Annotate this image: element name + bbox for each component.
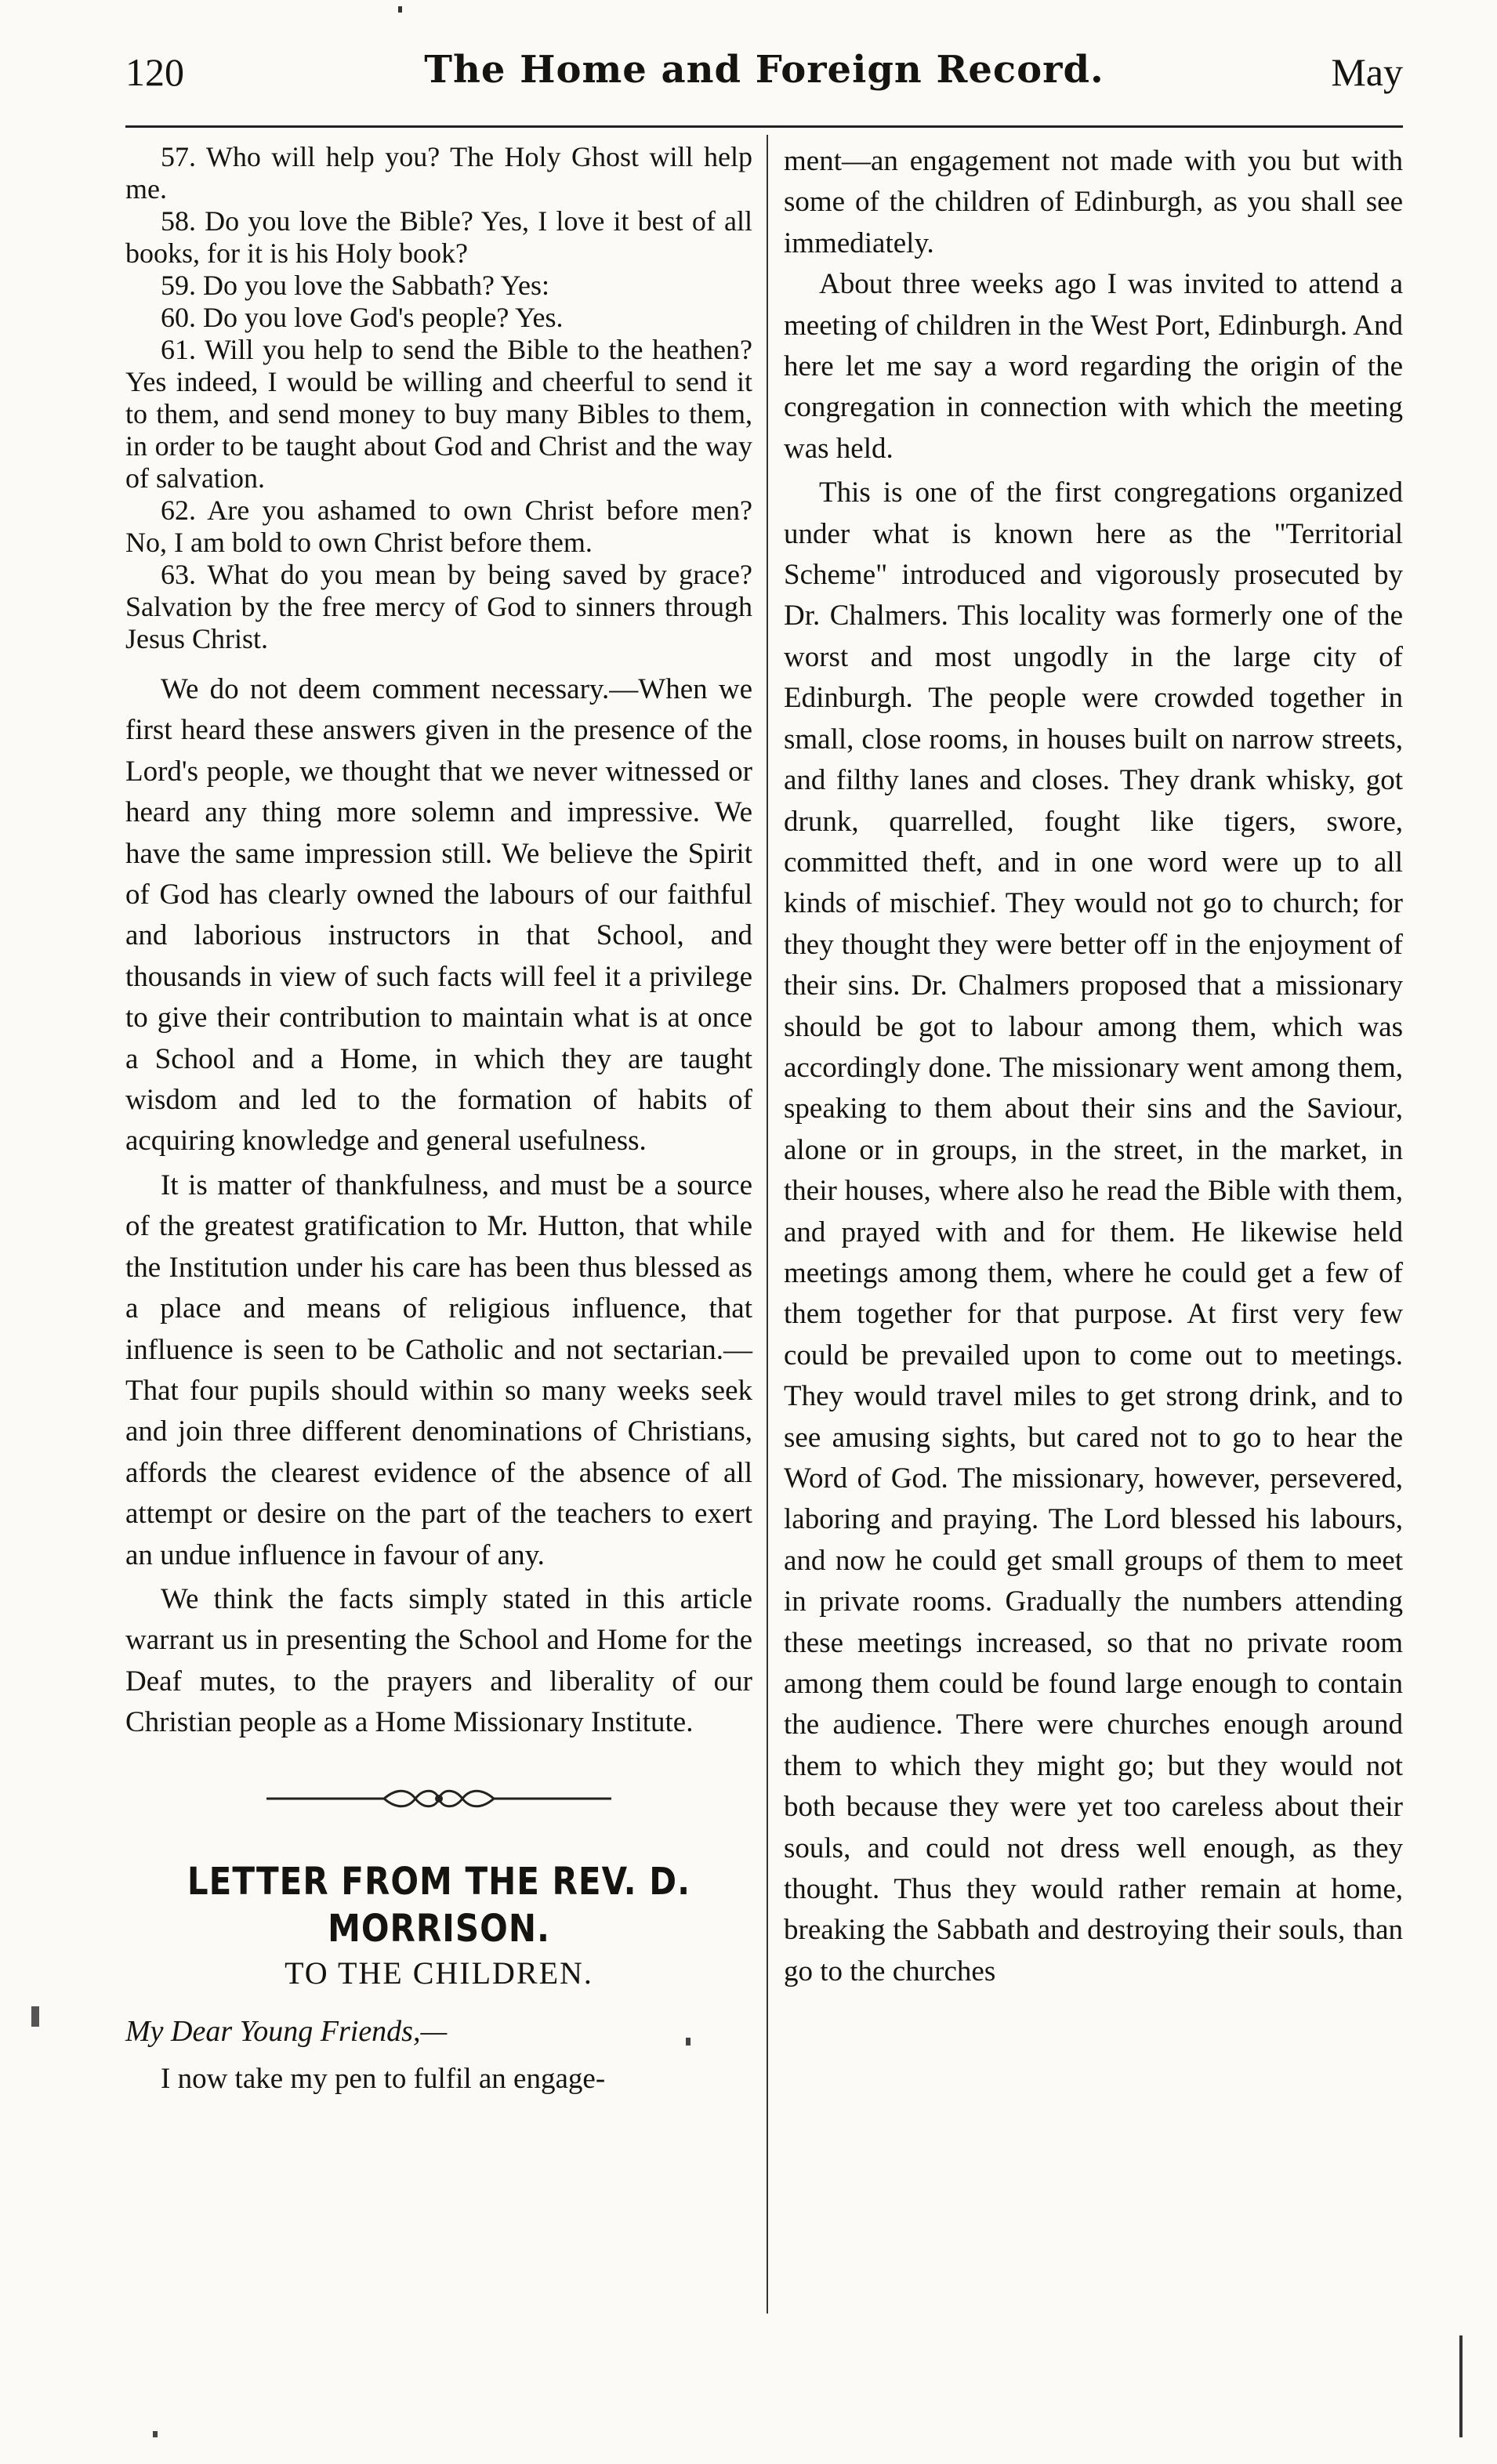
catechism-item: 57. Who will help you? The Holy Ghost will help me.: [125, 141, 752, 205]
ornamental-divider: [125, 1781, 752, 1822]
catechism-item: 59. Do you love the Sabbath? Yes:: [161, 270, 549, 301]
right-column: [784, 141, 1403, 1992]
header-rule: [125, 125, 1403, 128]
catechism-item: 63. What do you mean by being saved by grace? Salvation by the free mercy of God to sinners through Jesus Christ.: [125, 559, 752, 654]
scan-speck: [31, 2006, 39, 2027]
body-paragraph: We do not deem comment necessary.—When we first heard these answers given in the presence of the Lord's people, we thought that we never witnessed or heard any thing more solemn and impressive. We have the same impression still. We believe the Spirit of God has clearly owned the labours of our faithful and laborious instructors in that School, and thousands in view of such facts will feel it a privilege to give their contribution to maintain what is at once a School and a Home, in which they are taught wisdom and led to the formation of habits of acquiring knowledge and general usefulness.: [125, 673, 752, 1158]
scan-speck: [153, 2431, 158, 2437]
body-paragraph: It is matter of thankfulness, and must be a source of the greatest gratification to Mr. Hutton, that while the Institution under his care has been thus blessed as a place and means of religious influence, that influence is seen to be Catholic and not sectarian.—That four pupils should within so many weeks seek and join three different denominations of Christians, affords the clearest evidence of the absence of all attempt or desire on the part of the teachers to exert an undue influence in favour of any.: [125, 1169, 752, 1571]
letter-salutation: My Dear Young Friends,—: [125, 2015, 448, 2049]
catechism-item: 61. Will you help to send the Bible to the heathen? Yes indeed, I would be willing and cheerful to send it to them, and send money to buy many Bibles to them, in order to be taught about God and Christ and the way of salvation.: [125, 334, 752, 494]
continued-paragraph: ment—an engagement not made with you but with some of the children of Edinburgh, as you shall see immediately.: [784, 145, 1403, 259]
body-paragraph: This is one of the first congregations organized under what is known here as the "Territorial Scheme" introduced and vigorously prosecuted by Dr. Chalmers. This locality was formerly one of the worst and most ungodly in the large city of Edinburgh. The people were crowded together in small, close rooms, in houses built on narrow streets, and filthy lanes and closes. They drank whisky, got drunk, quarrelled, fought like tigers, swore, committed theft, and in one word were up to all kinds of mischief. They would not go to church; for they thought they were better off in the enjoyment of their sins. Dr. Chalmers proposed that a missionary should be got to labour among them, which was accordingly done. The missionary went among them, speaking to them about their sins and the Saviour, alone or in groups, in the street, in the market, in their houses, where also he read the Bible with them, and prayed with and for them. He likewise held meetings among them, where he could get a few of them together for that purpose. At first very few could be prevailed upon to come out to meetings. They would travel miles to get strong drink, and to see amusing sights, but cared not to go to hear the Word of God. The missionary, however, persevered, laboring and praying. The Lord blessed his labours, and now he could get small groups of them to meet in private rooms. Gradually the numbers attending these meetings increased, so that no private room among them could be found large enough to contain the audience. There were churches enough around them to which they might go; but they would not both because they were yet too careless about their souls, and could not dress well enough, as they thought. Thus they would rather remain at home, breaking the Sabbath and destroying their souls, than go to the churches: [784, 476, 1403, 1988]
running-title: The Home and Foreign Record.: [424, 48, 1104, 92]
letter-heading: LETTER FROM THE REV. D. MORRISON.: [187, 1859, 691, 1951]
issue-month: May: [1331, 50, 1403, 94]
letter-opening: I now take my pen to fulfil an engage-: [161, 2062, 606, 2095]
catechism-item: 60. Do you love God's people? Yes.: [161, 302, 564, 333]
body-paragraph: About three weeks ago I was invited to attend a meeting of children in the West Port, Edinburgh. And here let me say a word regarding the origin of the congregation in connection with which the meeting was held.: [784, 268, 1403, 465]
running-header: [125, 43, 1403, 114]
left-column: [125, 141, 752, 2100]
column-divider: [767, 135, 768, 2314]
scan-speck: [398, 6, 402, 13]
body-paragraph: We think the facts simply stated in this article warrant us in presenting the School and Home for the Deaf mutes, to the prayers and liberality of our Christian people as a Home Missionary Institute.: [125, 1582, 752, 1739]
catechism-list: [125, 141, 752, 655]
page-number: 120: [125, 50, 184, 94]
letter-subheading: TO THE CHILDREN.: [285, 1955, 593, 1991]
scan-speck: [686, 2038, 691, 2045]
scan-edge-mark: [1459, 2335, 1463, 2437]
catechism-item: 58. Do you love the Bible? Yes, I love it best of all books, for it is his Holy book?: [125, 205, 752, 269]
catechism-item: 62. Are you ashamed to own Christ before men? No, I am bold to own Christ before them.: [125, 495, 752, 558]
